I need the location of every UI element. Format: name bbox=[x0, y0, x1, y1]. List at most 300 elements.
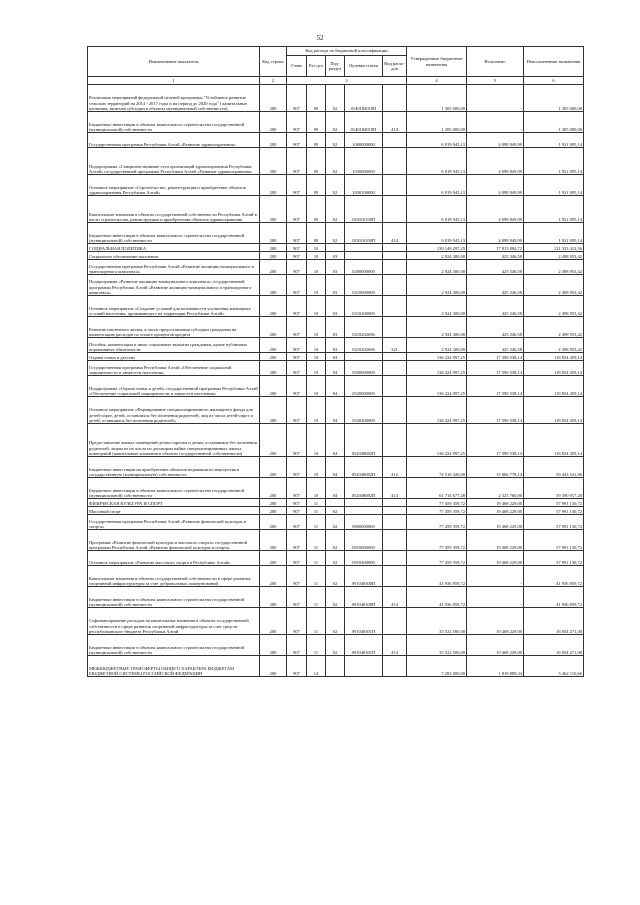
cell-razdel: 11 bbox=[307, 551, 326, 566]
cell-name: Государственная программа Республики Алтай «Развитие жилищно-коммунального и транспортного комплекса» bbox=[88, 260, 260, 275]
cell-code-row: 200 bbox=[260, 530, 287, 551]
cell-name: Бюджетные инвестиции в объекты капитального строительства государственной (муниципальной) собственности bbox=[88, 587, 260, 608]
column-number-row bbox=[88, 77, 584, 85]
table-row bbox=[88, 478, 584, 499]
cell-razdel: 14 bbox=[307, 656, 326, 677]
cell-name: Государственная программа Республики Алтай «Развитие здравоохранения» bbox=[88, 133, 260, 148]
cell-code-row: 200 bbox=[260, 223, 287, 244]
col-header-podrazdel: Под-раздел bbox=[326, 56, 345, 77]
cell-glava: 907 bbox=[287, 551, 307, 566]
cell-target: 052048082П bbox=[345, 478, 383, 499]
cell-target: 052048082П bbox=[345, 457, 383, 478]
cell-unexecuted: 57 991 130,72 bbox=[524, 499, 584, 507]
cell-name: Реализация мероприятий федеральной целевой программы "Устойчивое развитие сельских территорий на 2014 - 2017 годы и на период до 2020 года" ( капитальные вложения, включая субсидии в объекты муниципальной собственности) bbox=[88, 85, 260, 112]
cell-name: Развитие ипотечного жилья, в части предоставления субсидии гражданам на компенсацию расходов по оплате процентов кредита bbox=[88, 317, 260, 338]
table-row bbox=[88, 397, 584, 424]
table-row bbox=[88, 133, 584, 148]
cell-type bbox=[383, 148, 407, 175]
cell-type bbox=[383, 424, 407, 457]
table-row bbox=[88, 566, 584, 587]
cell-approved: 1 305 000,00 bbox=[407, 112, 467, 133]
cell-code-row: 200 bbox=[260, 175, 287, 196]
table-row bbox=[88, 112, 584, 133]
table-row bbox=[88, 85, 584, 112]
cell-glava: 907 bbox=[287, 112, 307, 133]
cell-type bbox=[383, 353, 407, 361]
cell-razdel: 09 bbox=[307, 133, 326, 148]
cell-code-row: 200 bbox=[260, 656, 287, 677]
cell-target: 1030000000 bbox=[345, 148, 383, 175]
column-number: 4 bbox=[407, 77, 467, 85]
cell-code-row: 200 bbox=[260, 478, 287, 499]
cell-podrazdel: 04 bbox=[326, 478, 345, 499]
cell-code-row: 200 bbox=[260, 338, 287, 353]
cell-name: Пособия, компенсации и иные социальные выплаты гражданам, кроме публичных нормативных обязательств bbox=[88, 338, 260, 353]
cell-podrazdel: 02 bbox=[326, 196, 345, 223]
cell-unexecuted: 2 498 953,42 bbox=[524, 252, 584, 260]
cell-code-row: 200 bbox=[260, 397, 287, 424]
col-header-name: Наименование показателя bbox=[88, 47, 260, 77]
cell-glava: 907 bbox=[287, 148, 307, 175]
cell-approved: 77 459 359,72 bbox=[407, 530, 467, 551]
table-row bbox=[88, 507, 584, 515]
col-header-razdel: Раз-дел bbox=[307, 56, 326, 77]
table-row bbox=[88, 148, 584, 175]
cell-approved: 77 459 359,72 bbox=[407, 551, 467, 566]
cell-unexecuted: 118 834 459,14 bbox=[524, 361, 584, 376]
cell-approved: 2 924 300,00 bbox=[407, 317, 467, 338]
cell-executed: 17 390 538,14 bbox=[467, 424, 524, 457]
cell-code-row: 200 bbox=[260, 244, 287, 252]
table-row bbox=[88, 376, 584, 397]
cell-podrazdel: 02 bbox=[326, 566, 345, 587]
cell-code-row: 200 bbox=[260, 608, 287, 635]
table-row bbox=[88, 499, 584, 507]
cell-target: 0520400000 bbox=[345, 397, 383, 424]
cell-podrazdel: 03 bbox=[326, 275, 345, 296]
cell-approved: 77 459 359,72 bbox=[407, 515, 467, 530]
column-number: 3 bbox=[287, 77, 407, 85]
cell-executed: 17 815 884,72 bbox=[467, 244, 524, 252]
cell-executed: 425 346,58 bbox=[467, 338, 524, 353]
cell-podrazdel: 02 bbox=[326, 635, 345, 656]
cell-razdel: 11 bbox=[307, 566, 326, 587]
cell-unexecuted: 2 498 953,42 bbox=[524, 296, 584, 317]
cell-type bbox=[383, 499, 407, 507]
cell-code-row: 200 bbox=[260, 112, 287, 133]
cell-approved: 1 305 000,00 bbox=[407, 85, 467, 112]
cell-unexecuted: 16 054 271,00 bbox=[524, 608, 584, 635]
cell-unexecuted: 1 921 095,14 bbox=[524, 175, 584, 196]
cell-code-row: 200 bbox=[260, 85, 287, 112]
cell-approved: 136 224 997,25 bbox=[407, 376, 467, 397]
cell-executed: 17 390 538,14 bbox=[467, 353, 524, 361]
cell-approved: 136 224 997,25 bbox=[407, 397, 467, 424]
cell-executed: 19 468 229,00 bbox=[467, 530, 524, 551]
cell-type bbox=[383, 530, 407, 551]
cell-unexecuted: 1 921 095,14 bbox=[524, 148, 584, 175]
cell-razdel: 10 bbox=[307, 252, 326, 260]
cell-unexecuted: 118 834 459,14 bbox=[524, 376, 584, 397]
cell-glava: 907 bbox=[287, 85, 307, 112]
cell-code-row: 200 bbox=[260, 424, 287, 457]
cell-target: 091040300П bbox=[345, 566, 383, 587]
col-header-type: Вид расхо-дов bbox=[383, 56, 407, 77]
cell-unexecuted: 57 991 130,72 bbox=[524, 551, 584, 566]
cell-target bbox=[345, 656, 383, 677]
cell-code-row: 200 bbox=[260, 566, 287, 587]
cell-code-row: 200 bbox=[260, 275, 287, 296]
cell-target bbox=[345, 353, 383, 361]
cell-type bbox=[383, 515, 407, 530]
cell-executed: 425 346,58 bbox=[467, 252, 524, 260]
cell-code-row: 200 bbox=[260, 551, 287, 566]
cell-executed: 4 098 849,99 bbox=[467, 175, 524, 196]
cell-type bbox=[383, 608, 407, 635]
cell-executed: - bbox=[467, 85, 524, 112]
cell-unexecuted: 2 498 953,42 bbox=[524, 275, 584, 296]
cell-code-row: 200 bbox=[260, 499, 287, 507]
cell-glava: 907 bbox=[287, 397, 307, 424]
cell-podrazdel: 02 bbox=[326, 223, 345, 244]
cell-executed: - bbox=[467, 566, 524, 587]
cell-type: 321 bbox=[383, 338, 407, 353]
cell-approved: 136 224 997,25 bbox=[407, 424, 467, 457]
cell-podrazdel: 04 bbox=[326, 376, 345, 397]
cell-podrazdel: 02 bbox=[326, 551, 345, 566]
cell-code-row: 200 bbox=[260, 587, 287, 608]
cell-executed: 19 468 229,00 bbox=[467, 635, 524, 656]
table-body bbox=[88, 85, 584, 677]
cell-razdel: 11 bbox=[307, 515, 326, 530]
col-header-budget-code: Код расхода по бюджетной классификации bbox=[287, 47, 407, 56]
table-row bbox=[88, 361, 584, 376]
cell-code-row: 200 bbox=[260, 361, 287, 376]
cell-name: Программа «Развитие физической культуры и массового спорта» государственной программы Республики Алтай «Развитие физической культуры и спорта» bbox=[88, 530, 260, 551]
cell-glava: 907 bbox=[287, 223, 307, 244]
cell-unexecuted: 121 333 412,56 bbox=[524, 244, 584, 252]
cell-approved: 6 019 945,13 bbox=[407, 196, 467, 223]
cell-unexecuted: 2 498 953,42 bbox=[524, 260, 584, 275]
cell-podrazdel: 03 bbox=[326, 338, 345, 353]
col-header-unexecuted: Неисполненные назначения bbox=[524, 47, 584, 77]
cell-glava: 907 bbox=[287, 499, 307, 507]
cell-glava: 907 bbox=[287, 424, 307, 457]
cell-target: 0900000000 bbox=[345, 515, 383, 530]
cell-name: Бюджетные инвестиции в объекты капитального строительства государственной (муниципальной) собственности bbox=[88, 112, 260, 133]
cell-executed: 425 346,58 bbox=[467, 260, 524, 275]
cell-razdel: 11 bbox=[307, 507, 326, 515]
cell-executed: 1 819 889,34 bbox=[467, 656, 524, 677]
cell-podrazdel: 02 bbox=[326, 85, 345, 112]
cell-podrazdel: 02 bbox=[326, 112, 345, 133]
cell-name: Подпрограмма «Охрана семьи и детей» государственной программы Республики Алтай «Обеспечение социальной защищенности и занятости населения» bbox=[88, 376, 260, 397]
cell-executed: 19 468 229,00 bbox=[467, 608, 524, 635]
cell-type bbox=[383, 244, 407, 252]
cell-razdel: 11 bbox=[307, 499, 326, 507]
cell-glava: 907 bbox=[287, 457, 307, 478]
table-row bbox=[88, 656, 584, 677]
cell-name: Капитальные вложения в объекты государственной собственности в сфере развития спортивной инфраструктуры за счет добровольных пожертвований bbox=[88, 566, 260, 587]
cell-podrazdel: 04 bbox=[326, 361, 345, 376]
col-header-glava: Глава bbox=[287, 56, 307, 77]
cell-approved: 41 936 859,72 bbox=[407, 566, 467, 587]
cell-name: Государственная программа Республики Алтай «Обеспечение социальной защищенности и занятости населения» bbox=[88, 361, 260, 376]
cell-code-row: 200 bbox=[260, 515, 287, 530]
cell-podrazdel: 04 bbox=[326, 353, 345, 361]
cell-razdel: 09 bbox=[307, 112, 326, 133]
cell-type bbox=[383, 656, 407, 677]
column-number: 1 bbox=[88, 77, 260, 85]
cell-unexecuted: 57 991 130,72 bbox=[524, 507, 584, 515]
cell-target: 0140184018П bbox=[345, 112, 383, 133]
cell-podrazdel: 02 bbox=[326, 530, 345, 551]
cell-code-row: 200 bbox=[260, 196, 287, 223]
cell-executed: 19 468 229,00 bbox=[467, 515, 524, 530]
cell-target: 1000000000 bbox=[345, 133, 383, 148]
cell-target: 0500000000 bbox=[345, 361, 383, 376]
table-row bbox=[88, 260, 584, 275]
cell-glava: 907 bbox=[287, 244, 307, 252]
page-number: 52 bbox=[316, 34, 324, 42]
cell-type: 412 bbox=[383, 457, 407, 478]
cell-executed: 4 098 849,99 bbox=[467, 223, 524, 244]
cell-approved: 7 282 000,00 bbox=[407, 656, 467, 677]
cell-executed: 17 390 538,14 bbox=[467, 361, 524, 376]
cell-approved: 77 459 359,72 bbox=[407, 507, 467, 515]
cell-razdel: 10 bbox=[307, 260, 326, 275]
cell-type bbox=[383, 296, 407, 317]
cell-code-row: 200 bbox=[260, 353, 287, 361]
cell-glava: 907 bbox=[287, 275, 307, 296]
cell-approved: 6 019 945,13 bbox=[407, 133, 467, 148]
cell-razdel: 10 bbox=[307, 317, 326, 338]
cell-podrazdel: 03 bbox=[326, 260, 345, 275]
table-row bbox=[88, 223, 584, 244]
cell-approved: 2 924 300,00 bbox=[407, 296, 467, 317]
cell-name: Массовый спорт bbox=[88, 507, 260, 515]
cell-name: Подпрограмма «Совершенствование сети организаций здравоохранения Республики Алтай» государственной программы Республики Алтай «Развитие здравоохранения» bbox=[88, 148, 260, 175]
cell-razdel: 10 bbox=[307, 397, 326, 424]
table-row bbox=[88, 317, 584, 338]
cell-glava: 907 bbox=[287, 260, 307, 275]
cell-glava: 907 bbox=[287, 133, 307, 148]
cell-podrazdel bbox=[326, 656, 345, 677]
table-row bbox=[88, 635, 584, 656]
cell-name: Охрана семьи и детства bbox=[88, 353, 260, 361]
table-row bbox=[88, 353, 584, 361]
table-row bbox=[88, 608, 584, 635]
cell-type bbox=[383, 361, 407, 376]
cell-podrazdel: 04 bbox=[326, 457, 345, 478]
cell-podrazdel: 02 bbox=[326, 175, 345, 196]
cell-name: Основное мероприятие «Строительство, реконструкция и приобретение объектов здравоохранения Республики Алтай» bbox=[88, 175, 260, 196]
cell-type bbox=[383, 317, 407, 338]
cell-podrazdel: 04 bbox=[326, 397, 345, 424]
cell-name: МЕЖБЮДЖЕТНЫЕ ТРАНСФЕРТЫ ОБЩЕГО ХАРАКТЕРА БЮДЖЕТАМ БЮДЖЕТНОЙ СИСТЕМЫ РОССИЙСКОЙ ФЕДЕРАЦИИ bbox=[88, 656, 260, 677]
cell-code-row: 200 bbox=[260, 252, 287, 260]
cell-unexecuted: 118 834 459,14 bbox=[524, 353, 584, 361]
table-row bbox=[88, 457, 584, 478]
cell-razdel: 11 bbox=[307, 608, 326, 635]
cell-glava: 907 bbox=[287, 361, 307, 376]
cell-unexecuted: 59 443 541,86 bbox=[524, 457, 584, 478]
cell-podrazdel bbox=[326, 244, 345, 252]
cell-target bbox=[345, 252, 383, 260]
cell-glava: 907 bbox=[287, 252, 307, 260]
cell-podrazdel: 03 bbox=[326, 296, 345, 317]
col-header-target: Целевая статья bbox=[345, 56, 383, 77]
cell-unexecuted: 59 390 917,28 bbox=[524, 478, 584, 499]
cell-executed: - bbox=[467, 112, 524, 133]
cell-glava: 907 bbox=[287, 635, 307, 656]
cell-razdel: 11 bbox=[307, 635, 326, 656]
cell-podrazdel: 04 bbox=[326, 424, 345, 457]
cell-name: Капитальные вложения в объекты государственной собственности Республики Алтай в части строительства, реконструкции и приобретения объектов здравоохранения bbox=[88, 196, 260, 223]
cell-approved: 6 019 945,13 bbox=[407, 175, 467, 196]
cell-razdel: 10 bbox=[307, 244, 326, 252]
cell-executed: 4 098 849,99 bbox=[467, 148, 524, 175]
cell-unexecuted: 57 991 130,72 bbox=[524, 530, 584, 551]
cell-code-row: 200 bbox=[260, 507, 287, 515]
cell-razdel: 09 bbox=[307, 175, 326, 196]
cell-razdel: 11 bbox=[307, 530, 326, 551]
cell-unexecuted: 41 936 859,72 bbox=[524, 566, 584, 587]
cell-glava: 907 bbox=[287, 566, 307, 587]
table-row bbox=[88, 424, 584, 457]
cell-approved: 136 224 997,25 bbox=[407, 361, 467, 376]
budget-execution-table bbox=[87, 46, 584, 677]
cell-unexecuted: 57 991 130,72 bbox=[524, 515, 584, 530]
cell-glava: 907 bbox=[287, 478, 307, 499]
cell-type bbox=[383, 85, 407, 112]
cell-executed: 19 468 229,00 bbox=[467, 507, 524, 515]
cell-target: 0140184018П bbox=[345, 85, 383, 112]
table-row bbox=[88, 530, 584, 551]
cell-target: 0210000000 bbox=[345, 275, 383, 296]
cell-executed: 2 323 760,00 bbox=[467, 478, 524, 499]
cell-type: 414 bbox=[383, 635, 407, 656]
cell-glava: 907 bbox=[287, 515, 307, 530]
cell-approved: 41 936 859,72 bbox=[407, 587, 467, 608]
cell-razdel: 09 bbox=[307, 223, 326, 244]
cell-podrazdel: 02 bbox=[326, 587, 345, 608]
cell-executed: - bbox=[467, 587, 524, 608]
cell-podrazdel: 02 bbox=[326, 133, 345, 148]
cell-podrazdel: 02 bbox=[326, 608, 345, 635]
cell-glava: 907 bbox=[287, 656, 307, 677]
table-row bbox=[88, 587, 584, 608]
table-row bbox=[88, 252, 584, 260]
cell-executed: 17 390 538,14 bbox=[467, 376, 524, 397]
cell-razdel: 10 bbox=[307, 457, 326, 478]
cell-type bbox=[383, 376, 407, 397]
cell-glava: 907 bbox=[287, 507, 307, 515]
cell-approved: 2 924 300,00 bbox=[407, 338, 467, 353]
cell-name: Бюджетные инвестиции в объекты капитального строительства государственной (муниципальной) собственности bbox=[88, 635, 260, 656]
cell-razdel: 10 bbox=[307, 353, 326, 361]
cell-type bbox=[383, 175, 407, 196]
cell-podrazdel: 02 bbox=[326, 507, 345, 515]
cell-glava: 907 bbox=[287, 296, 307, 317]
cell-unexecuted: 5 462 110,66 bbox=[524, 656, 584, 677]
cell-target: 0910400000 bbox=[345, 551, 383, 566]
table-row bbox=[88, 244, 584, 252]
cell-name: Основное мероприятие «Формирование специализированного жилищного фонда для детей-сирот, детей, оставшихся без попечения родителей, лиц из числа детей-сирот и детей, оставшихся без попечения родителей» bbox=[88, 397, 260, 424]
cell-podrazdel: 02 bbox=[326, 148, 345, 175]
cell-razdel: 10 bbox=[307, 338, 326, 353]
column-number: 5 bbox=[467, 77, 524, 85]
cell-glava: 907 bbox=[287, 175, 307, 196]
cell-target: 1030100000 bbox=[345, 175, 383, 196]
cell-executed: 4 098 849,99 bbox=[467, 196, 524, 223]
cell-razdel: 10 bbox=[307, 296, 326, 317]
cell-target: 103010100П bbox=[345, 223, 383, 244]
cell-approved: 139 149 297,25 bbox=[407, 244, 467, 252]
cell-unexecuted: 16 054 271,00 bbox=[524, 635, 584, 656]
cell-executed: 19 468 229,00 bbox=[467, 551, 524, 566]
cell-type: 414 bbox=[383, 478, 407, 499]
cell-code-row: 200 bbox=[260, 260, 287, 275]
cell-name: Социальное обеспечение населения bbox=[88, 252, 260, 260]
cell-type bbox=[383, 133, 407, 148]
cell-razdel: 10 bbox=[307, 424, 326, 457]
cell-unexecuted: 1 921 095,14 bbox=[524, 133, 584, 148]
col-header-code-row: Код строки bbox=[260, 47, 287, 77]
cell-unexecuted: 1 921 095,14 bbox=[524, 196, 584, 223]
cell-type bbox=[383, 566, 407, 587]
cell-name: Основное мероприятие «Создание условий для возможности улучшения жилищных условий населения, проживающего на территории Республики Алтай» bbox=[88, 296, 260, 317]
cell-razdel: 09 bbox=[307, 196, 326, 223]
cell-name: Бюджетные инвестиции в объекты капитального строительства государственной (муниципальной) собственности bbox=[88, 223, 260, 244]
cell-razdel: 09 bbox=[307, 148, 326, 175]
cell-unexecuted: 2 498 953,42 bbox=[524, 317, 584, 338]
cell-glava: 907 bbox=[287, 587, 307, 608]
cell-name: Софинансирование расходов на капитальные вложения в объекты государственной собственности в сфере развития спортивной инфраструктуры за счет средств республиканского бюджета Республики Алтай bbox=[88, 608, 260, 635]
cell-name: Государственная программа Республики Алтай «Развитие физической культуры и спорта» bbox=[88, 515, 260, 530]
cell-code-row: 200 bbox=[260, 148, 287, 175]
cell-glava: 907 bbox=[287, 376, 307, 397]
cell-razdel: 09 bbox=[307, 85, 326, 112]
cell-code-row: 200 bbox=[260, 376, 287, 397]
cell-podrazdel: 02 bbox=[326, 515, 345, 530]
cell-glava: 907 bbox=[287, 530, 307, 551]
cell-unexecuted: 1 305 000,00 bbox=[524, 112, 584, 133]
cell-code-row: 200 bbox=[260, 317, 287, 338]
cell-razdel: 10 bbox=[307, 361, 326, 376]
cell-target bbox=[345, 507, 383, 515]
cell-glava: 907 bbox=[287, 338, 307, 353]
cell-approved: 6 019 945,13 bbox=[407, 223, 467, 244]
cell-target: 052048082П bbox=[345, 424, 383, 457]
cell-type bbox=[383, 252, 407, 260]
cell-podrazdel: 03 bbox=[326, 252, 345, 260]
cell-target: 0520000000 bbox=[345, 376, 383, 397]
column-number: 2 bbox=[260, 77, 287, 85]
cell-unexecuted: 118 834 459,14 bbox=[524, 424, 584, 457]
cell-name: Бюджетные инвестиции на приобретение объектов недвижимого имущества в государственную (муниципальную) собственность bbox=[88, 457, 260, 478]
cell-glava: 907 bbox=[287, 317, 307, 338]
cell-executed: 17 390 538,14 bbox=[467, 397, 524, 424]
cell-podrazdel: 03 bbox=[326, 317, 345, 338]
header-row-top bbox=[88, 47, 584, 56]
cell-approved: 136 224 997,25 bbox=[407, 353, 467, 361]
cell-razdel: 10 bbox=[307, 275, 326, 296]
cell-name: СОЦИАЛЬНАЯ ПОЛИТИКА bbox=[88, 244, 260, 252]
cell-razdel: 10 bbox=[307, 376, 326, 397]
cell-executed: 15 066 778,14 bbox=[467, 457, 524, 478]
cell-target: 0210202696 bbox=[345, 317, 383, 338]
